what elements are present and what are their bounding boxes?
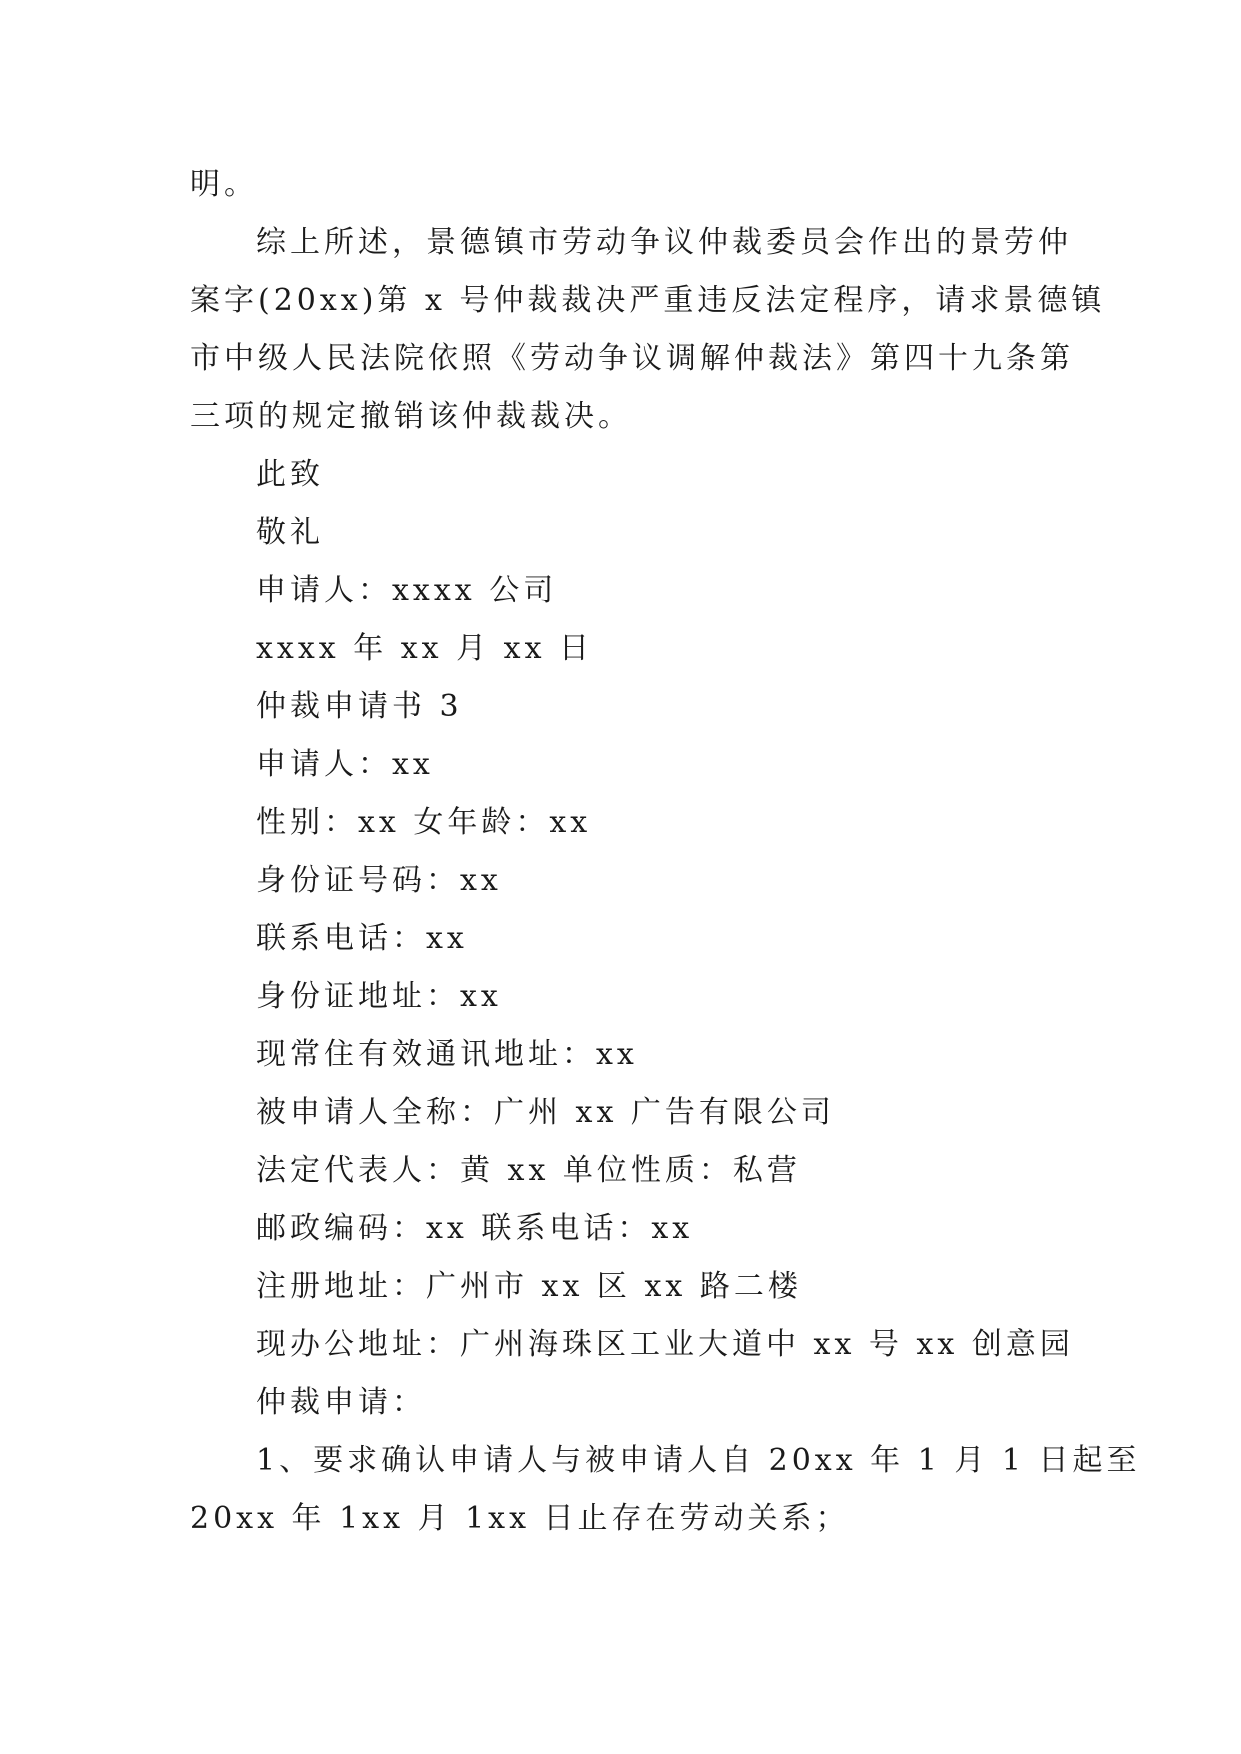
text-line: 20xx 年 1xx 月 1xx 日止存在劳动关系； <box>190 1501 850 1536</box>
text-line: 邮政编码：xx 联系电话：xx <box>256 1211 694 1246</box>
text-line: 注册地址：广州市 xx 区 xx 路二楼 <box>256 1269 802 1304</box>
text-line: 联系电话：xx <box>256 921 468 956</box>
text-line: 案字(20xx)第 x 号仲裁裁决严重违反法定程序，请求景德镇 <box>190 283 1106 318</box>
text-line: xxxx 年 xx 月 xx 日 <box>256 631 594 666</box>
text-line: 仲裁申请书 3 <box>256 689 463 724</box>
text-line: 此致 <box>256 457 324 492</box>
text-line: 综上所述，景德镇市劳动争议仲裁委员会作出的景劳仲 <box>256 225 1072 260</box>
document-page <box>190 156 1141 1548</box>
text-line: 仲裁申请： <box>256 1385 426 1420</box>
text-line: 三项的规定撤销该仲裁裁决。 <box>190 399 632 434</box>
text-line: 现常住有效通讯地址：xx <box>256 1037 638 1072</box>
text-line: 申请人：xxxx 公司 <box>256 573 558 608</box>
text-line: 身份证地址：xx <box>256 979 502 1014</box>
text-line: 申请人：xx <box>256 747 434 782</box>
text-line: 身份证号码：xx <box>256 863 502 898</box>
text-line: 市中级人民法院依照《劳动争议调解仲裁法》第四十九条第 <box>190 341 1074 376</box>
text-line: 性别：xx 女年龄：xx <box>256 805 592 840</box>
text-line: 1、要求确认申请人与被申请人自 20xx 年 1 月 1 日起至 <box>256 1443 1141 1478</box>
text-line: 明。 <box>190 167 258 202</box>
text-line: 敬礼 <box>256 515 324 550</box>
text-line: 被申请人全称：广州 xx 广告有限公司 <box>256 1095 835 1130</box>
text-line: 法定代表人：黄 xx 单位性质：私营 <box>256 1153 801 1188</box>
text-line: 现办公地址：广州海珠区工业大道中 xx 号 xx 创意园 <box>256 1327 1074 1362</box>
